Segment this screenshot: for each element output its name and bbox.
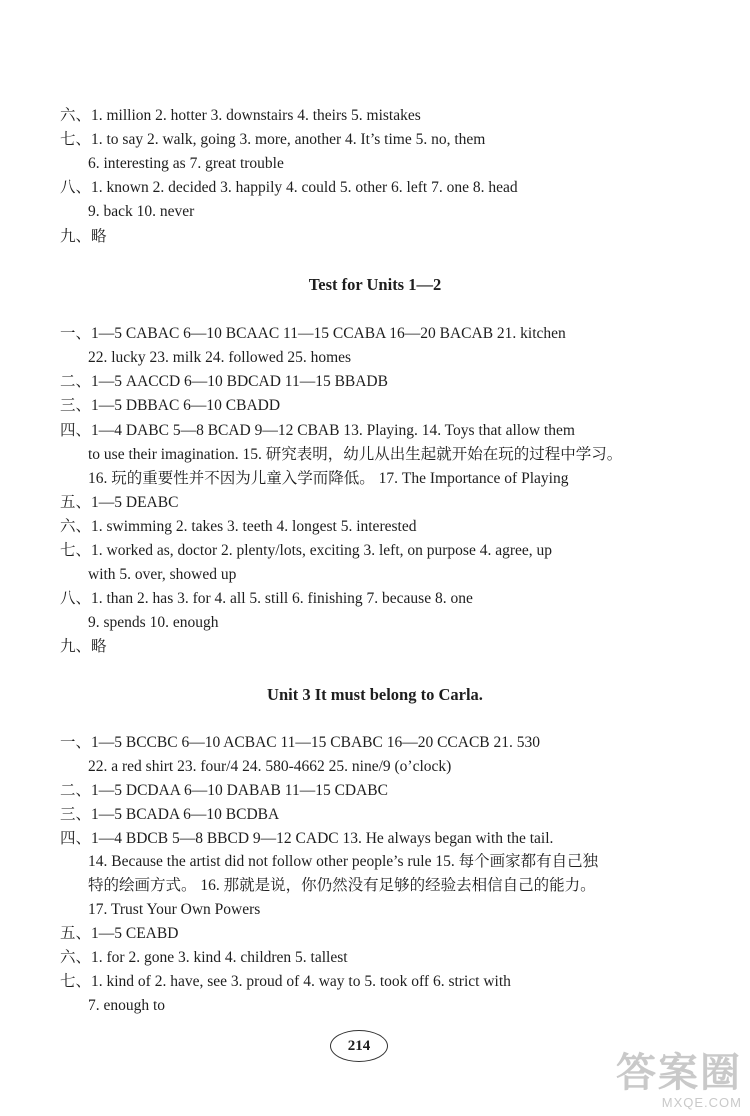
- answer-line: 四、1—4 DABC 5—8 BCAD 9—12 CBAB 13. Playing. 14. Toys that allow them: [60, 422, 575, 439]
- watermark-url: MXQE.COM: [661, 1095, 742, 1110]
- answer-line: 一、1—5 CABAC 6—10 BCAAC 11—15 CCABA 16—20 BACAB 21. kitchen: [60, 325, 566, 342]
- watermark-logo-text: 答案圈: [616, 1051, 742, 1095]
- answer-line: 14. Because the artist did not follow other people’s rule 15. 每个画家都有自己独: [88, 853, 599, 870]
- answer-line: 五、1—5 CEABD: [60, 925, 179, 942]
- section-heading: Test for Units 1—2: [308, 275, 442, 294]
- answer-line: 五、1—5 DEABC: [60, 494, 179, 511]
- answer-line: 六、1. million 2. hotter 3. downstairs 4. theirs 5. mistakes: [60, 107, 421, 124]
- answer-line: 9. back 10. never: [88, 203, 195, 220]
- answer-line: 七、1. worked as, doctor 2. plenty/lots, exciting 3. left, on purpose 4. agree, up: [60, 542, 553, 559]
- answer-line: 七、1. to say 2. walk, going 3. more, another 4. It’s time 5. no, them: [60, 131, 486, 148]
- answer-line: 二、1—5 AACCD 6—10 BDCAD 11—15 BBADB: [60, 373, 388, 390]
- watermark-logo: [616, 1051, 742, 1110]
- answer-line: 9. spends 10. enough: [88, 614, 219, 631]
- answer-line: 七、1. kind of 2. have, see 3. proud of 4. way to 5. took off 6. strict with: [60, 973, 511, 990]
- answer-line: 三、1—5 BCADA 6—10 BCDBA: [60, 806, 280, 823]
- answer-line: 六、1. for 2. gone 3. kind 4. children 5. tallest: [60, 949, 348, 966]
- section-heading: Unit 3 It must belong to Carla.: [267, 685, 483, 704]
- answer-line: 7. enough to: [88, 997, 166, 1014]
- answer-line: 九、略: [60, 228, 107, 245]
- answer-line: 一、1—5 BCCBC 6—10 ACBAC 11—15 CBABC 16—20 CCACB 21. 530: [60, 734, 541, 751]
- answer-line: to use their imagination. 15. 研究表明，幼儿从出生起就开始在玩的过程中学习。: [88, 446, 623, 463]
- answer-line: 6. interesting as 7. great trouble: [88, 155, 284, 172]
- answer-line: 八、1. than 2. has 3. for 4. all 5. still 6. finishing 7. because 8. one: [60, 590, 473, 607]
- answer-line: 特的绘画方式。 16. 那就是说，你仍然没有足够的经验去相信自己的能力。: [88, 877, 596, 894]
- answer-line: 六、1. swimming 2. takes 3. teeth 4. longest 5. interested: [60, 518, 417, 535]
- answer-line: 九、略: [60, 638, 107, 655]
- answer-line: 22. a red shirt 23. four/4 24. 580-4662 25. nine/9 (o’clock): [88, 758, 452, 775]
- answer-line: 二、1—5 DCDAA 6—10 DABAB 11—15 CDABC: [60, 782, 388, 799]
- answer-line: 四、1—4 BDCB 5—8 BBCD 9—12 CADC 13. He always began with the tail.: [60, 830, 554, 847]
- answer-line: 17. Trust Your Own Powers: [88, 901, 261, 918]
- answer-line: 三、1—5 DBBAC 6—10 CBADD: [60, 397, 281, 414]
- answer-line: with 5. over, showed up: [88, 566, 237, 583]
- page-number: 214: [330, 1030, 388, 1062]
- answer-line: 八、1. known 2. decided 3. happily 4. could 5. other 6. left 7. one 8. head: [60, 179, 518, 196]
- answer-line: 22. lucky 23. milk 24. followed 25. homes: [88, 349, 352, 366]
- answer-line: 16. 玩的重要性并不因为儿童入学而降低。 17. The Importance of Playing: [88, 470, 569, 487]
